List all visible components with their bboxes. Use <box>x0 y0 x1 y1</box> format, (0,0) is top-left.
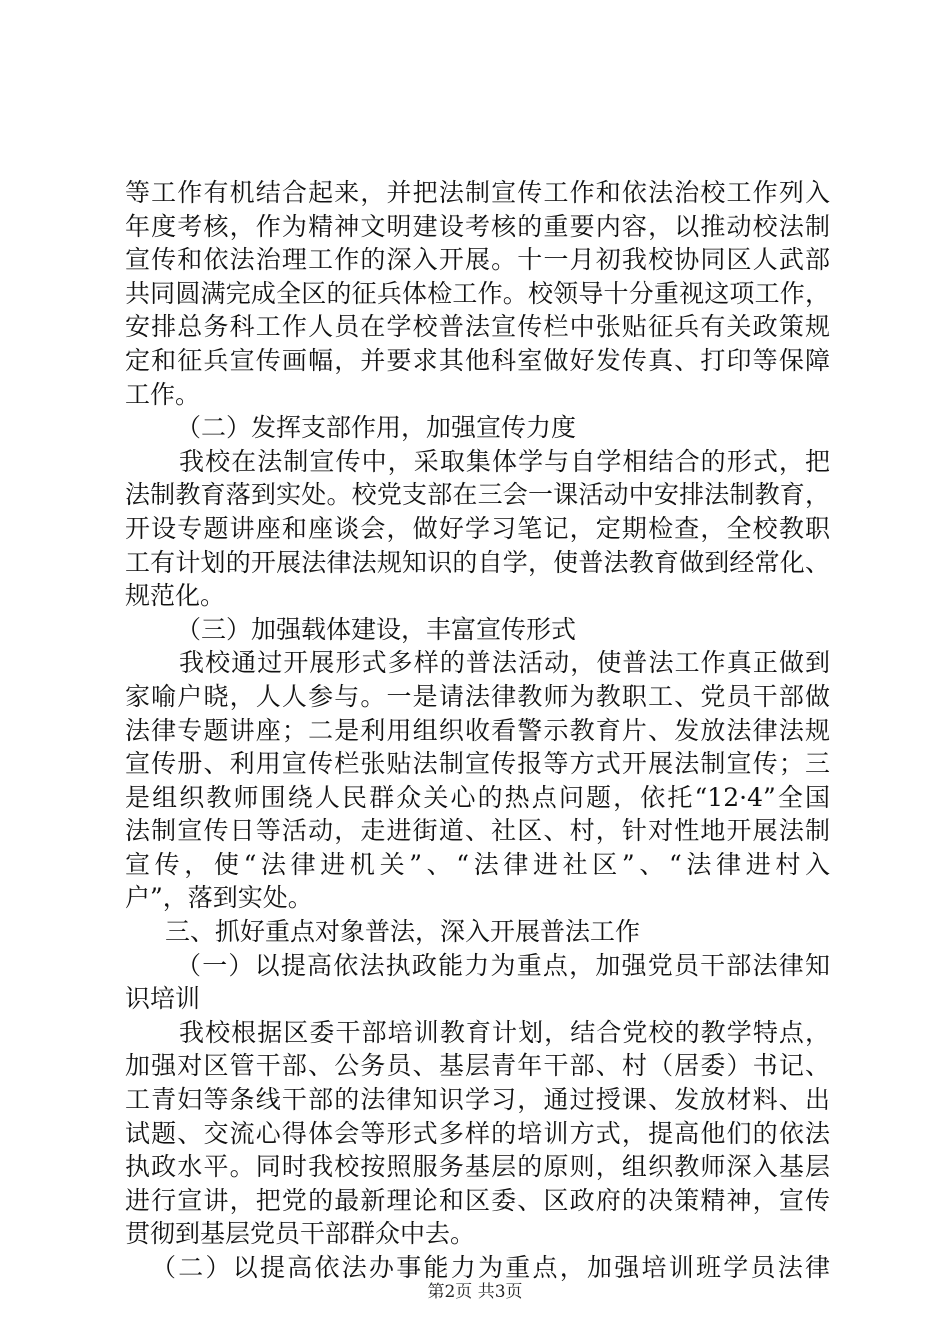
paragraph-line: 工有计划的开展法律法规知识的自学，使普法教育做到经常化、 <box>125 547 830 577</box>
paragraph-line: 我校在法制宣传中，采取集体学与自学相结合的形式，把 <box>179 446 830 476</box>
paragraph-line: 法制宣传日等活动，走进街道、社区、村，针对性地开展法制 <box>125 816 830 846</box>
subsection-heading: （二）以提高依法办事能力为重点，加强培训班学员法律 <box>151 1253 830 1282</box>
paragraph-line: 定和征兵宣传画幅，并要求其他科室做好发传真、打印等保障 <box>125 345 830 375</box>
paragraph-line: 宣传和依法治理工作的深入开展。十一月初我校协同区人武部 <box>125 245 830 275</box>
page-number: 第2页 共3页 <box>427 1282 523 1302</box>
paragraph-line: 是组织教师围绕人民群众关心的热点问题，依托“12·4”全国 <box>125 782 830 812</box>
paragraph-line: 规范化。 <box>125 581 226 611</box>
subsection-heading: （一）以提高依法执政能力为重点，加强党员干部法律知 <box>176 950 830 980</box>
paragraph-line: 试题、交流心得体会等形式多样的培训方式，提高他们的依法 <box>125 1118 830 1148</box>
paragraph-line: 户”，落到实处。 <box>125 883 313 913</box>
paragraph-line: 执政水平。同时我校按照服务基层的原则，组织教师深入基层 <box>125 1152 830 1182</box>
paragraph-line: 我校根据区委干部培训教育计划，结合党校的教学特点， <box>179 1017 830 1047</box>
paragraph-line: 开设专题讲座和座谈会，做好学习笔记，定期检查，全校教职 <box>125 513 830 543</box>
paragraph-line: 法律专题讲座；二是利用组织收看警示教育片、发放法律法规 <box>125 715 830 745</box>
section-heading: （二）发挥支部作用，加强宣传力度 <box>176 413 577 443</box>
paragraph-line: 家喻户晓，人人参与。一是请法律教师为教职工、党员干部做 <box>125 681 830 711</box>
paragraph-line: 宣传册、利用宣传栏张贴法制宣传报等方式开展法制宣传；三 <box>125 749 830 779</box>
paragraph-line: 共同圆满完成全区的征兵体检工作。校领导十分重视这项工作， <box>125 278 830 308</box>
section-heading: （三）加强载体建设，丰富宣传形式 <box>176 614 577 644</box>
paragraph-line: 工作。 <box>125 379 201 409</box>
paragraph-line: 加强对区管干部、公务员、基层青年干部、村（居委）书记、 <box>125 1051 830 1081</box>
paragraph-line: 年度考核，作为精神文明建设考核的重要内容，以推动校法制 <box>125 211 830 241</box>
document-body <box>125 176 830 1285</box>
paragraph-line: 工青妇等条线干部的法律知识学习，通过授课、发放材料、出 <box>125 1085 830 1115</box>
paragraph-line: 我校通过开展形式多样的普法活动，使普法工作真正做到 <box>179 648 830 678</box>
section-heading: 三、抓好重点对象普法，深入开展普法工作 <box>165 917 641 947</box>
paragraph-line: 宣传，使“法律进机关”、“法律进社区”、“法律进村入 <box>125 849 830 879</box>
subsection-heading: 识培训 <box>125 984 201 1014</box>
paragraph-line: 贯彻到基层党员干部群众中去。 <box>125 1219 476 1249</box>
paragraph-line: 等工作有机结合起来，并把法制宣传工作和依法治校工作列入 <box>125 178 830 207</box>
paragraph-line: 安排总务科工作人员在学校普法宣传栏中张贴征兵有关政策规 <box>125 312 830 342</box>
paragraph-line: 法制教育落到实处。校党支部在三会一课活动中安排法制教育， <box>125 480 830 510</box>
paragraph-line: 进行宣讲，把党的最新理论和区委、区政府的决策精神，宣传 <box>125 1185 830 1215</box>
